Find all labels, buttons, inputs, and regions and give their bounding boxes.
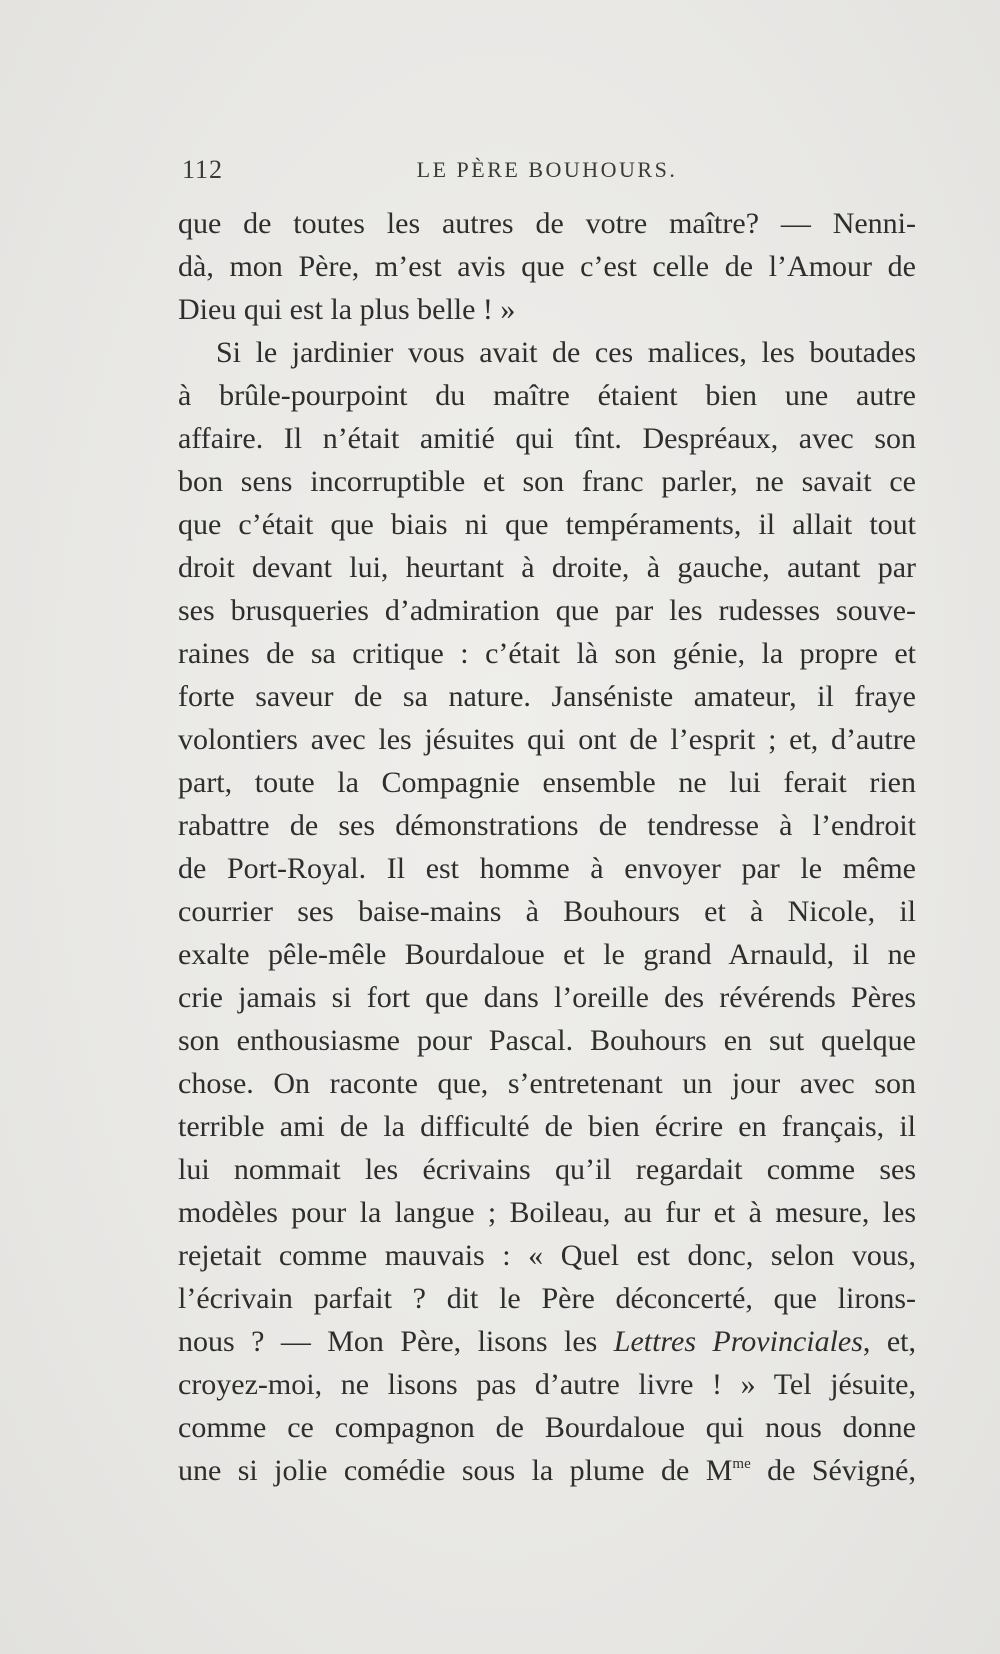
text-line: affaire. Il n’était amitié qui tînt. Despréaux, avec son	[178, 422, 916, 455]
text-line: raines de sa critique : c’était là son génie, la propre et	[178, 637, 916, 670]
text-line: dà, mon Père, m’est avis que c’est celle de l’Amour de	[178, 250, 916, 283]
text-line: chose. On raconte que, s’entretenant un jour avec son	[178, 1067, 916, 1100]
text-line: crie jamais si fort que dans l’oreille des révérends Pères	[178, 981, 916, 1014]
text-line: modèles pour la langue ; Boileau, au fur et à mesure, les	[178, 1196, 916, 1229]
text-line-with-superscript	[178, 1449, 916, 1492]
text-segment: une si jolie comédie sous la plume de M	[178, 1454, 733, 1487]
text-line: son enthousiasme pour Pascal. Bouhours en sut quelque	[178, 1024, 916, 1057]
text-line: ses brusqueries d’admiration que par les rudesses souve-	[178, 594, 916, 627]
text-line: Si le jardinier vous avait de ces malices, les boutades	[216, 336, 916, 369]
text-line: rejetait comme mauvais : « Quel est donc, selon vous,	[178, 1239, 916, 1272]
text-line: forte saveur de sa nature. Janséniste amateur, il fraye	[178, 680, 916, 713]
running-title: LE PÈRE BOUHOURS.	[416, 157, 678, 182]
text-line: de Port-Royal. Il est homme à envoyer par le même	[178, 852, 916, 885]
text-line: rabattre de ses démonstrations de tendresse à l’endroit	[178, 809, 916, 842]
text-line-with-title	[178, 1320, 916, 1363]
text-line: part, toute la Compagnie ensemble ne lui ferait rien	[178, 766, 916, 799]
text-line: croyez-moi, ne lisons pas d’autre livre ! » Tel jésuite,	[178, 1368, 916, 1401]
book-title: Lettres Provinciales	[613, 1325, 863, 1358]
body-text	[178, 202, 916, 1492]
text-line: courrier ses baise-mains à Bouhours et à Nicole, il	[178, 895, 916, 928]
running-head	[178, 153, 916, 193]
text-line: à brûle-pourpoint du maître étaient bien une autre	[178, 379, 916, 412]
superscript-abbreviation: me	[732, 1456, 751, 1472]
text-line: Dieu qui est la plus belle ! »	[178, 293, 516, 326]
text-line: bon sens incorruptible et son franc parler, ne savait ce	[178, 465, 916, 498]
page-number: 112	[182, 155, 224, 184]
text-line: que de toutes les autres de votre maître? — Nenni-	[178, 207, 916, 240]
text-line: volontiers avec les jésuites qui ont de l’esprit ; et, d’autre	[178, 723, 916, 756]
text-line: droit devant lui, heurtant à droite, à gauche, autant par	[178, 551, 916, 584]
text-line: lui nommait les écrivains qu’il regardait comme ses	[178, 1153, 916, 1186]
text-line: comme ce compagnon de Bourdaloue qui nous donne	[178, 1411, 916, 1444]
text-line: que c’était que biais ni que tempéraments, il allait tout	[178, 508, 916, 541]
text-line: terrible ami de la difficulté de bien écrire en français, il	[178, 1110, 916, 1143]
text-segment: , et,	[862, 1325, 916, 1358]
text-line: l’écrivain parfait ? dit le Père déconcerté, que lirons-	[178, 1282, 916, 1315]
text-line: exalte pêle-mêle Bourdaloue et le grand Arnauld, il ne	[178, 938, 916, 971]
text-segment: nous ? — Mon Père, lisons les	[178, 1325, 598, 1358]
text-segment: de Sévigné,	[750, 1454, 916, 1487]
